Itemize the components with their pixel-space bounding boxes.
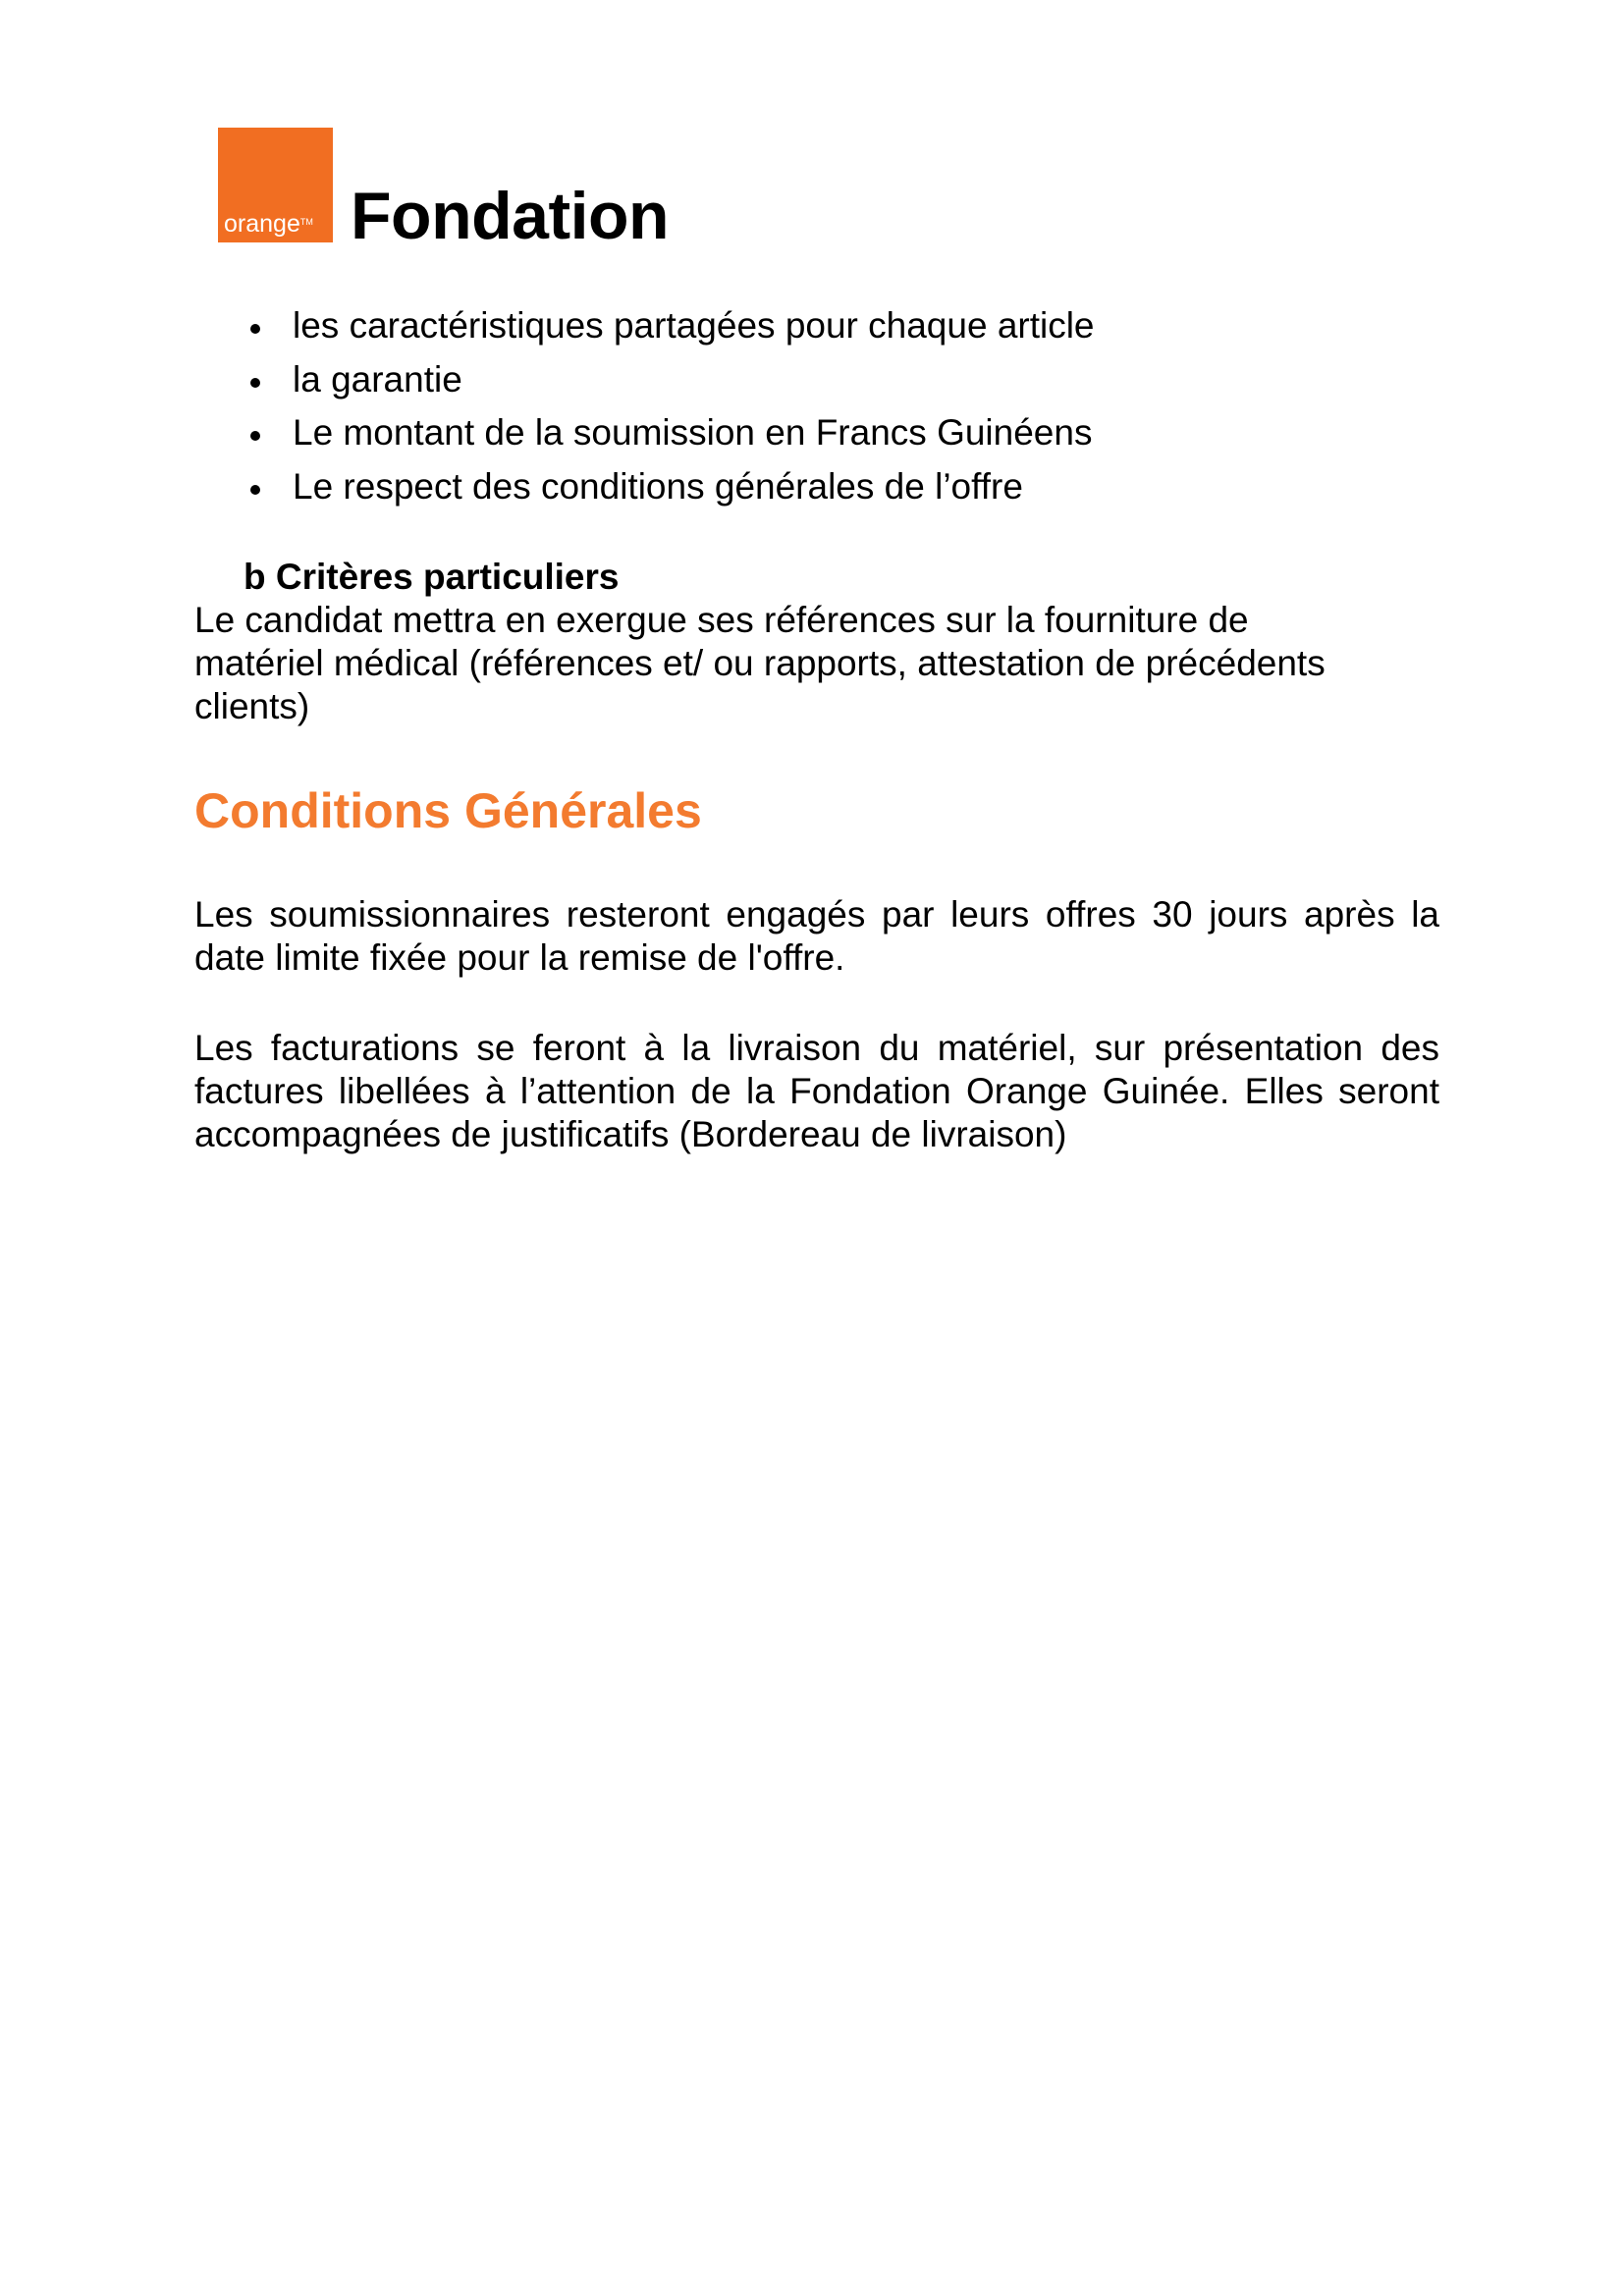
particular-criteria-text [194,599,1326,728]
list-item: Le respect des conditions générales de l’offre [236,460,1095,514]
orange-logo [218,128,333,242]
list-item: Le montant de la soumission en Francs Guinéens [236,406,1095,460]
conditions-paragraph-1 [194,893,1439,980]
section-heading: Conditions Générales [194,783,702,838]
text-line: Le candidat mettra en exergue ses références sur la fourniture de [194,600,1249,640]
text-line: Les soumissionnaires resteront engagés par leurs offres 30 jours après la [194,894,1439,934]
brand-title: Fondation [351,179,670,253]
bullet-icon [250,485,260,495]
bullet-icon [250,324,260,334]
bullet-icon [250,378,260,388]
conditions-paragraph-2 [194,1027,1439,1156]
logo-wordmark: orange™ [224,210,313,238]
text-line: date limite fixée pour la remise de l'offre. [194,937,845,978]
text-line: matériel médical (références et/ ou rapports, attestation de précédents [194,643,1326,683]
text-line: Les facturations se feront à la livraison du matériel, sur présentation des [194,1028,1439,1068]
text-line: accompagnées de justificatifs (Bordereau de livraison) [194,1114,1067,1154]
criteria-list [236,299,1095,513]
list-item: la garantie [236,353,1095,407]
list-item: les caractéristiques partagées pour chaque article [236,299,1095,353]
text-line: factures libellées à l’attention de la Fondation Orange Guinée. Elles seront [194,1071,1439,1111]
particular-criteria-heading: b Critères particuliers [244,557,620,597]
bullet-icon [250,431,260,441]
text-line: clients) [194,686,310,726]
